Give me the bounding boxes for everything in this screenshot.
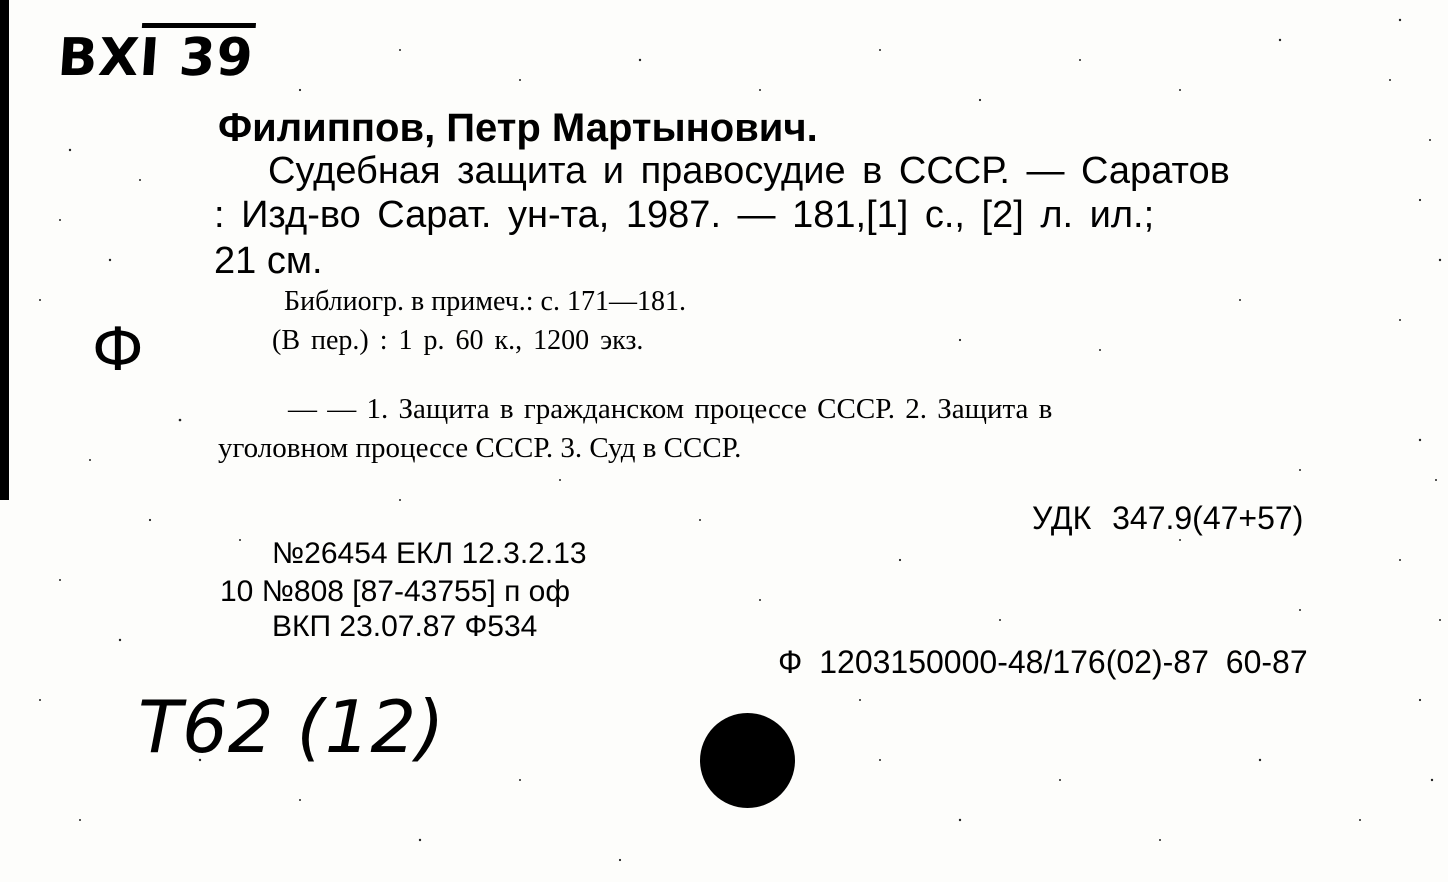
subjects-line-2: уголовном процессе СССР. 3. Суд в СССР. [218, 432, 742, 464]
subjects-line-1: — — 1. Защита в гражданском процессе СССР. 2. Защита в [288, 393, 1053, 425]
udk-code: УДК 347.9(47+57) [1032, 500, 1304, 536]
price-note: (В пер.) : 1 р. 60 к., 1200 экз. [272, 325, 644, 356]
card-punch-hole [700, 713, 795, 808]
classification-code: Ф 1203150000-48/176(02)-87 60-87 [778, 644, 1308, 680]
title-line-3: 21 см. [214, 240, 323, 282]
handwritten-shelf-code-prefix: BX [55, 28, 142, 88]
author-name: Филиппов, Петр Мартынович. [218, 106, 818, 150]
handwritten-shelf-code [56, 28, 256, 88]
handwritten-shelf-code-number: I 39 [137, 28, 256, 88]
catalog-line-3: ВКП 23.07.87 Ф534 [272, 610, 538, 643]
handwritten-bottom-code: Т62 (12) [138, 685, 445, 769]
title-line-2: : Изд-во Сарат. ун-та, 1987. — 181,[1] с., [2] л. ил.; [214, 194, 1155, 236]
catalog-line-1: №26454 ЕКЛ 12.3.2.13 [272, 537, 587, 570]
title-line-1: Судебная защита и правосудие в СССР. — Саратов [268, 150, 1230, 192]
bibliography-note: Библиогр. в примеч.: с. 171—181. [284, 286, 686, 317]
handwritten-mark: Ф [92, 315, 144, 385]
catalog-line-2: 10 №808 [87-43755] п оф [220, 575, 571, 608]
